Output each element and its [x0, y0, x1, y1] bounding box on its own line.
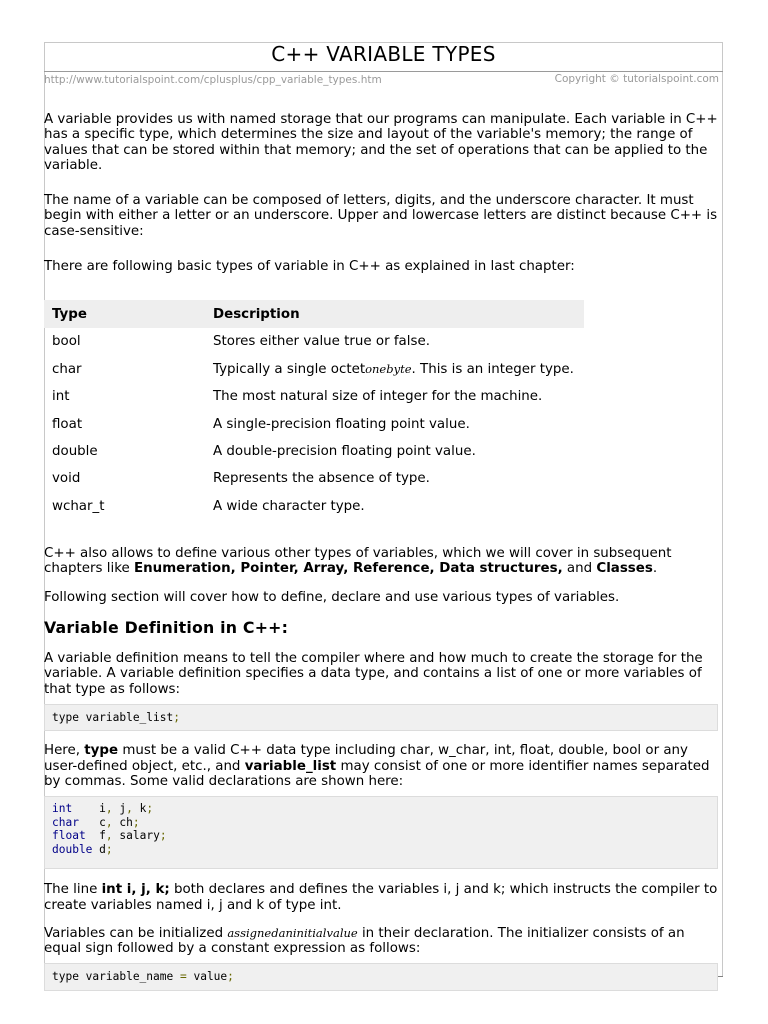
table-row	[44, 465, 584, 492]
intro-paragraph-1: A variable provides us with named storage that our programs can manipulate. Each variable in C++ has a specific type, which determines the size and layout of the variable's memory; the range of values that can be stored within that memory; and the set of operations that can be applied to the variable.	[44, 112, 718, 173]
code-block-declarations	[44, 796, 718, 869]
bold-term-type: type	[84, 743, 119, 759]
code-identifier: k	[139, 802, 147, 816]
intro-paragraph-2: The name of a variable can be composed of letters, digits, and the underscore character. It must begin with either a letter or an underscore. Upper and lowercase letters are distinct because C++ is case-sensitive:	[44, 193, 718, 239]
code-punct: ,	[105, 815, 120, 829]
code-line	[52, 970, 717, 984]
code-line	[52, 843, 717, 857]
other-types-paragraph	[44, 546, 724, 577]
type-cell: wchar_t	[52, 498, 105, 514]
column-header-type: Type	[44, 300, 205, 328]
bold-term-variable-list: variable_list	[244, 758, 337, 774]
table-row	[44, 328, 584, 355]
code-punct: ;	[227, 970, 234, 984]
code-block-syntax	[44, 704, 718, 732]
table-row	[44, 438, 584, 465]
description-text: Typically a single octet	[213, 361, 366, 377]
type-cell: float	[52, 416, 83, 432]
text-fragment: may consist of one or more identifier names separated by commas. Some valid declarations are shown here:	[44, 758, 710, 789]
code-text: type variable_name	[52, 970, 180, 984]
description-cell: A double-precision floating point value.	[213, 443, 476, 459]
code-identifier: d	[99, 842, 106, 856]
following-section-paragraph: Following section will cover how to define, declare and use various types of variables.	[44, 589, 620, 605]
text-fragment: The line	[44, 882, 102, 898]
code-keyword: char	[52, 815, 79, 829]
inline-note: assignedaninitialvalue	[227, 925, 358, 940]
definition-paragraph-1: A variable definition means to tell the compiler where and how much to create the storage for the variable. A variable definition specifies a data type, and contains a list of one or more variables of that type as follows:	[44, 651, 703, 697]
type-cell: void	[52, 471, 81, 487]
code-punct: ;	[132, 815, 140, 829]
code-identifier: f	[99, 829, 106, 843]
code-punct: ,	[105, 802, 120, 816]
code-keyword: double	[52, 842, 93, 856]
other-types-lead: C++ also allows to define various other types of variables, which we will cover in subsequent chapters like	[44, 546, 672, 577]
definition-paragraph-4	[44, 926, 724, 957]
code-identifier: ch	[119, 815, 133, 829]
code-identifier: salary	[119, 829, 160, 843]
definition-paragraph-3	[44, 882, 724, 913]
source-url[interactable]: http://www.tutorialspoint.com/cplusplus/cpp_variable_types.htm	[44, 74, 382, 86]
text-fragment: both declares and defines the variables i, j and k; which instructs the compiler to create variables named i, j and k of type int.	[44, 882, 718, 913]
description-cell	[205, 356, 584, 383]
bold-code-fragment: int i, j, k;	[101, 882, 170, 898]
other-types-and: and	[562, 561, 597, 577]
text-fragment: Here,	[44, 743, 85, 759]
code-line	[52, 802, 717, 816]
description-cell: A wide character type.	[213, 498, 365, 514]
header-divider	[44, 71, 723, 72]
description-cell: Stores either value true or false.	[213, 334, 430, 350]
code-operator: =	[179, 970, 187, 984]
code-identifier: i	[99, 802, 106, 816]
column-header-description: Description	[205, 300, 584, 328]
type-cell: bool	[52, 334, 81, 350]
description-tail: . This is an integer type.	[411, 361, 574, 377]
type-cell: char	[52, 361, 82, 377]
table-row	[44, 411, 584, 438]
description-note: onebyte	[365, 361, 412, 376]
code-punct: ;	[105, 842, 113, 856]
code-line	[52, 711, 717, 725]
text-fragment: Variables can be initialized	[44, 925, 228, 941]
code-identifier: c	[99, 815, 106, 829]
code-keyword: int	[52, 802, 73, 816]
other-types-last: Classes	[596, 561, 653, 577]
code-punct: ;	[146, 802, 154, 816]
code-text: type variable_list	[52, 710, 174, 724]
description-cell: Represents the absence of type.	[213, 471, 430, 487]
code-punct: ,	[105, 829, 120, 843]
code-text: value	[186, 970, 228, 984]
other-types-list: Enumeration, Pointer, Array, Reference, Data structures,	[134, 561, 563, 577]
code-punct: ;	[159, 829, 167, 843]
type-cell: int	[52, 389, 70, 405]
section-heading-variable-definition: Variable Definition in C++:	[44, 618, 289, 637]
code-block-initializer	[44, 963, 718, 991]
code-punct: ;	[173, 710, 180, 724]
code-line	[52, 816, 717, 830]
intro-paragraph-3: There are following basic types of variable in C++ as explained in last chapter:	[44, 259, 575, 275]
table-row	[44, 356, 584, 383]
text-fragment: must be a valid C++ data type including char, w_char, int, float, double, bool or any user-defined object, etc., and	[44, 743, 688, 774]
article-body	[44, 112, 724, 991]
code-keyword: float	[52, 829, 86, 843]
definition-paragraph-2	[44, 743, 724, 789]
code-line	[52, 829, 717, 843]
description-cell: A single-precision floating point value.	[213, 416, 470, 432]
table-row	[44, 383, 584, 410]
variable-types-table	[44, 300, 584, 520]
type-cell: double	[52, 443, 98, 459]
code-punct: ,	[126, 802, 140, 816]
description-cell: The most natural size of integer for the machine.	[213, 389, 543, 405]
copyright-notice: Copyright © tutorialspoint.com	[554, 73, 719, 85]
page-title: C++ VARIABLE TYPES	[271, 42, 496, 66]
table-header-row	[44, 300, 584, 328]
other-types-end: .	[652, 561, 658, 577]
text-fragment: in their declaration. The initializer consists of an equal sign followed by a constant expression as follows:	[44, 925, 685, 957]
table-row	[44, 493, 584, 520]
code-identifier: j	[119, 802, 127, 816]
